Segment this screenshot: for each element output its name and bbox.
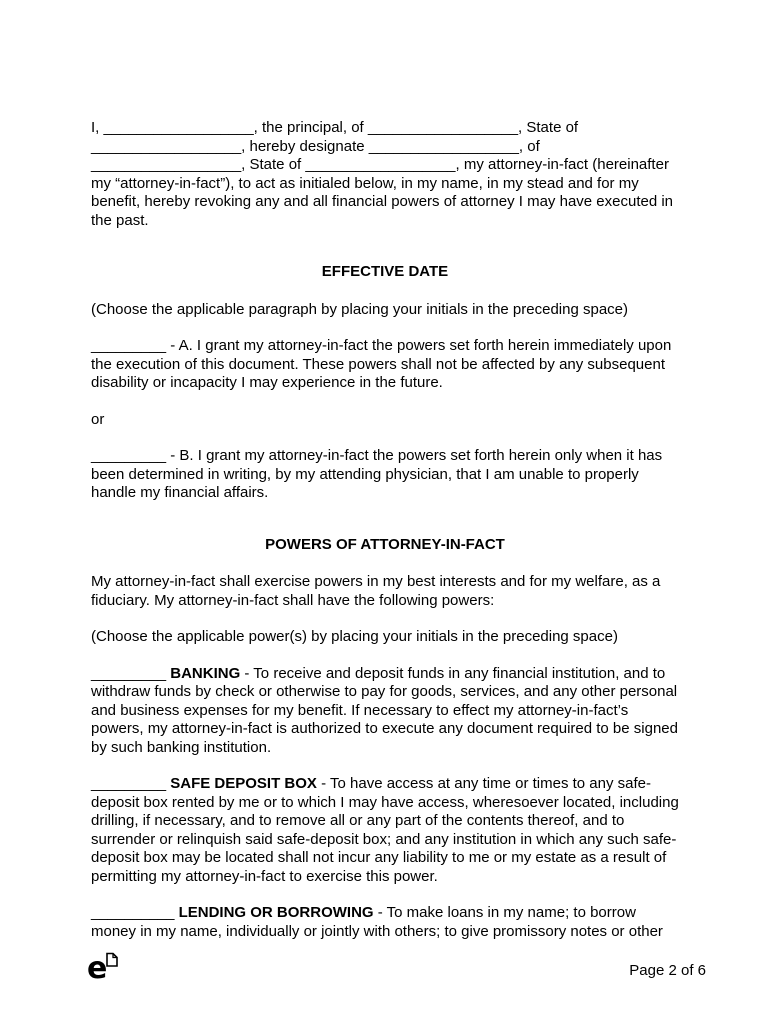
page-number-label: Page 2 of 6: [629, 962, 706, 979]
power-item-safe-deposit-box: [91, 775, 679, 886]
power-title-safe-deposit-box: SAFE DEPOSIT BOX: [170, 775, 317, 792]
effective-date-heading: EFFECTIVE DATE: [321, 263, 449, 280]
powers-heading: POWERS OF ATTORNEY-IN-FACT: [265, 535, 505, 553]
effective-date-instruction: (Choose the applicable paragraph by placing your initials in the preceding space): [91, 300, 628, 318]
eforms-logo-icon: [88, 952, 120, 980]
powers-instruction: (Choose the applicable power(s) by placing your initials in the preceding space): [91, 628, 618, 645]
initials-blank: __________: [91, 904, 179, 921]
intro-paragraph: I, __________________, the principal, of __________________, State of __________________, hereby designate __________________, of __________________, State of __________________, my attorney-in-fact (hereinafter my “attorney-in-fact”), to act as initialed below, in my name, in my stead and for my benefit, hereby revoking any and all financial powers of attorney I may have executed in the past.: [91, 119, 674, 229]
or-label: or: [91, 410, 105, 428]
power-title-lending-or-borrowing: LENDING OR BORROWING: [178, 904, 374, 921]
powers-intro-paragraph: My attorney-in-fact shall exercise powers in my best interests and for my welfare, as a fiduciary. My attorney-in-fact shall have the following powers:: [91, 573, 661, 609]
option-a-paragraph: _________ - A. I grant my attorney-in-fact the powers set forth herein immediately upon the execution of this document. These powers shall not be affected by any subsequent disability or incapacity I may experience in the future.: [91, 337, 672, 391]
option-b-paragraph: _________ - B. I grant my attorney-in-fact the powers set forth herein only when it has been determined in writing, by my attending physician, that I am unable to properly handle my financial affairs.: [91, 447, 663, 501]
power-item-banking: [91, 665, 679, 758]
power-body-banking: - To receive and deposit funds in any financial institution, and to withdraw funds by check or otherwise to pay for goods, services, and any other personal and business expenses for my benefit. If necessary to effect my attorney-in-fact’s powers, my attorney-in-fact is authorized to execute any document required to be signed by such banking institution.: [91, 664, 678, 756]
page-footer: [88, 952, 706, 980]
power-body-safe-deposit-box: - To have access at any time or times to any safe-deposit box rented by me or to which I may have access, wheresoever located, including drilling, if necessary, and to remove all or any part of the contents thereof, and to surrender or relinquish said safe-deposit box; and any institution in which any such safe-deposit box may be located shall not incur any liability to me or my estate as a result of permitting my attorney-in-fact to exercise this power.: [91, 775, 679, 885]
power-item-lending-or-borrowing: [91, 904, 679, 941]
initials-blank: _________: [91, 664, 171, 682]
svg-text:e: e: [88, 952, 108, 980]
initials-blank: _________: [91, 775, 171, 792]
power-title-banking: BANKING: [170, 664, 241, 682]
power-body-lending-or-borrowing: - To make loans in my name; to borrow money in my name, individually or jointly with others; to give promissory notes or other: [91, 904, 663, 940]
document-body: [91, 119, 679, 959]
